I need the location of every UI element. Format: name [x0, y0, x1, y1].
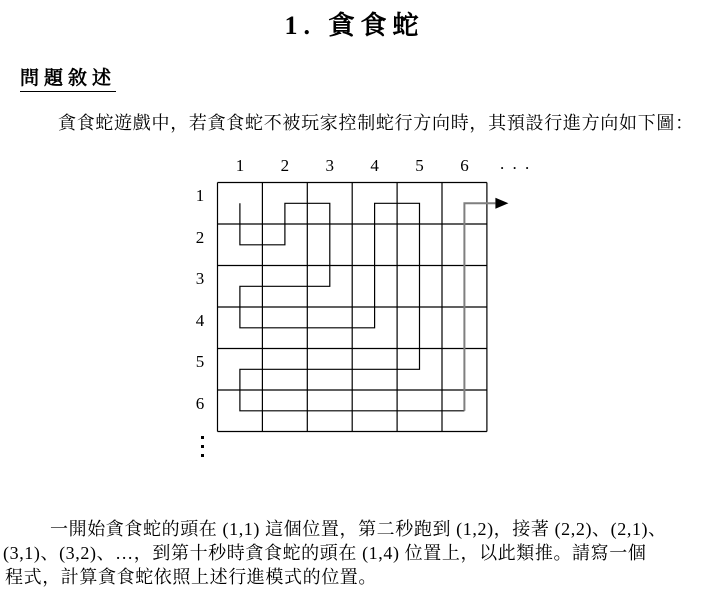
row-continuation-ellipsis	[200, 436, 204, 463]
grid-column-label: 3	[325, 156, 334, 175]
grid-row-label: 6	[195, 393, 205, 413]
grid-column-label: 2	[280, 156, 290, 175]
grid-row-label: 3	[195, 269, 205, 289]
intro-paragraph: 貪食蛇遊戲中，若貪食蛇不被玩家控制蛇行方向時，其預設行進方向如下圖：	[58, 113, 694, 133]
ellipsis-dot	[201, 454, 204, 457]
grid-row-label: 1	[195, 186, 205, 206]
grid-row-label: 2	[195, 227, 205, 247]
closing-line: (3,1)、(3,2)、…，到第十秒時貪食蛇的頭在 (1,4) 位置上，以此類推。請寫一個	[3, 543, 647, 563]
direction-arrowhead-icon	[495, 198, 508, 209]
page-title: 1. 貪食蛇	[284, 11, 425, 40]
grid-column-label: 4	[370, 156, 379, 175]
grid-column-label: 1	[235, 156, 245, 175]
grid-column-label: 6	[460, 156, 469, 175]
grid-column-label: 5	[415, 156, 424, 175]
ellipsis-dot	[201, 436, 204, 439]
grid-row-label: 4	[195, 310, 205, 330]
closing-line: 程式，計算貪食蛇依照上述行進模式的位置。	[5, 567, 377, 587]
grid-row-label: 5	[195, 352, 205, 372]
closing-paragraph	[3, 517, 703, 589]
section-heading: 問題敘述	[20, 69, 116, 92]
column-continuation-ellipsis: . . .	[500, 154, 532, 173]
closing-line: 一開始貪食蛇的頭在 (1,1) 這個位置，第二秒跑到 (1,2)，接著 (2,2)、(2,1)、	[50, 519, 667, 539]
ellipsis-dot	[201, 445, 204, 448]
